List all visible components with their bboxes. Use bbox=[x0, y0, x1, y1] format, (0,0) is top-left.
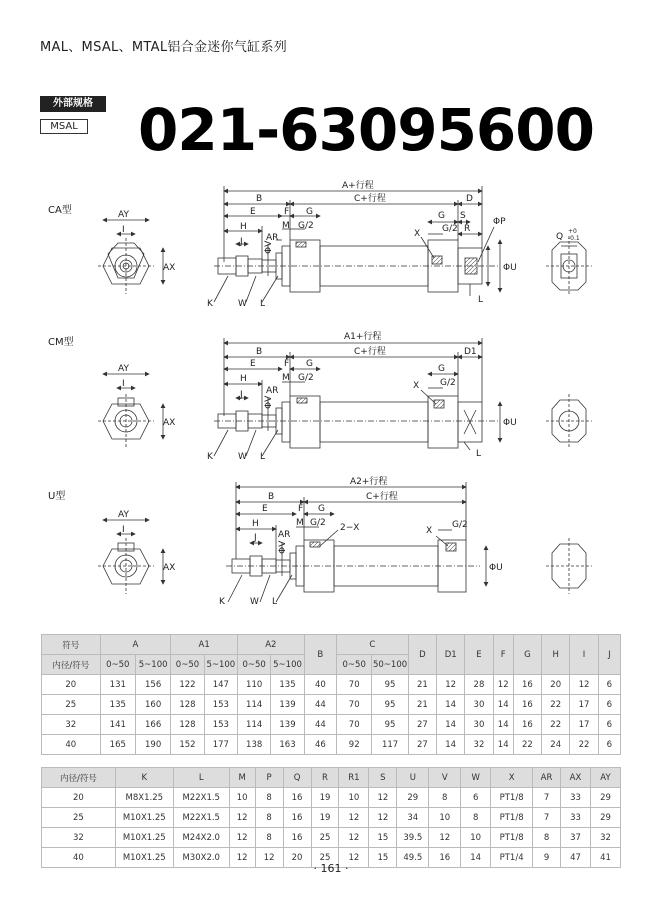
table-cell: 10 bbox=[229, 788, 255, 808]
table1-h-c: C bbox=[337, 635, 409, 655]
dim-u-ax: AX bbox=[163, 563, 176, 573]
table-cell: 16 bbox=[513, 675, 541, 695]
dim-ca-l: L bbox=[260, 299, 266, 309]
dim-cm-ax: AX bbox=[163, 418, 176, 428]
dim-u-j: J bbox=[254, 533, 257, 543]
table-cell: PT1/8 bbox=[491, 828, 533, 848]
table-cell: 8 bbox=[429, 788, 461, 808]
table-cell: 139 bbox=[271, 695, 304, 715]
table-cell: 6 bbox=[598, 675, 620, 695]
table-cell: 12 bbox=[229, 808, 255, 828]
dim-cm-k: K bbox=[207, 452, 213, 462]
dim-u-m: M bbox=[296, 518, 304, 528]
dim-ca-s: S bbox=[460, 211, 466, 221]
dim-cm-g2: G/2 bbox=[298, 373, 314, 383]
table-cell: 114 bbox=[238, 695, 271, 715]
table-cell: PT1/8 bbox=[491, 788, 533, 808]
table-cell: 16 bbox=[283, 828, 311, 848]
dim-cm-b: B bbox=[256, 347, 263, 357]
table-cell: 44 bbox=[304, 715, 336, 735]
dim-cm-l2: L bbox=[476, 449, 482, 459]
dim-ca-m: M bbox=[282, 221, 290, 231]
table-cell: 41 bbox=[590, 848, 620, 868]
dim-ca-g-right: G bbox=[438, 211, 445, 221]
table-cell: 6 bbox=[598, 695, 620, 715]
table-cell: 29 bbox=[397, 788, 429, 808]
table-row bbox=[42, 715, 621, 735]
dim-u-l: L bbox=[272, 597, 278, 607]
table-cell: 14 bbox=[461, 848, 491, 868]
dim-cm-d1: D1 bbox=[464, 347, 477, 357]
table2-header: R1 bbox=[339, 768, 369, 788]
table-row bbox=[42, 808, 621, 828]
table-cell-bore: 32 bbox=[42, 828, 116, 848]
cm-end-view bbox=[546, 394, 592, 448]
dim-ca-x: X bbox=[414, 229, 421, 239]
table1-sub: 0~50 bbox=[171, 655, 204, 675]
table-cell: 24 bbox=[542, 735, 570, 755]
table1-h-j: J bbox=[598, 635, 620, 675]
table-row bbox=[42, 735, 621, 755]
table-cell: M22X1.5 bbox=[173, 788, 229, 808]
table-cell: 131 bbox=[100, 675, 135, 695]
table-cell: 6 bbox=[598, 735, 620, 755]
table-cell: 46 bbox=[304, 735, 336, 755]
dim-cm-h: H bbox=[240, 374, 247, 384]
table-cell: 10 bbox=[461, 828, 491, 848]
table-cell: 22 bbox=[513, 735, 541, 755]
table1-h-d1: D1 bbox=[437, 635, 465, 675]
table-cell: 70 bbox=[337, 715, 372, 735]
table1-sub: 5~100 bbox=[271, 655, 304, 675]
dim-u-i: I bbox=[122, 525, 125, 535]
table-cell: 138 bbox=[238, 735, 271, 755]
dim-ca-l2: L bbox=[478, 295, 484, 305]
table-cell: 12 bbox=[229, 848, 255, 868]
table-cell: 153 bbox=[204, 695, 237, 715]
table-cell: 28 bbox=[465, 675, 493, 695]
dim-u-f: F bbox=[298, 504, 304, 514]
dim-u-e: E bbox=[262, 504, 268, 514]
dim-cm-ar: AR bbox=[266, 386, 279, 396]
table1-h-d: D bbox=[408, 635, 436, 675]
u-end-view bbox=[546, 538, 592, 594]
dim-u-g2: G/2 bbox=[310, 518, 326, 528]
table2-header: Q bbox=[283, 768, 311, 788]
dim-cm-a1: A1+行程 bbox=[344, 332, 382, 342]
dim-u-ar: AR bbox=[278, 530, 291, 540]
table-cell: 19 bbox=[311, 788, 339, 808]
table-cell: 27 bbox=[408, 715, 436, 735]
table-cell: 6 bbox=[461, 788, 491, 808]
table-cell-bore: 32 bbox=[42, 715, 101, 735]
table-cell-bore: 20 bbox=[42, 788, 116, 808]
table-cell: 8 bbox=[255, 808, 283, 828]
dim-ca-phi-v: ΦV bbox=[264, 240, 274, 254]
table-cell: M10X1.25 bbox=[115, 848, 173, 868]
table1-sub: 50~100 bbox=[372, 655, 408, 675]
table-cell: 37 bbox=[561, 828, 591, 848]
table2-header: V bbox=[429, 768, 461, 788]
dim-u-phi-v: ΦV bbox=[278, 540, 288, 554]
table-cell: M22X1.5 bbox=[173, 808, 229, 828]
dim-cm-j: J bbox=[240, 390, 243, 400]
table-cell: 34 bbox=[397, 808, 429, 828]
table-cell: 22 bbox=[570, 735, 598, 755]
table2-header: W bbox=[461, 768, 491, 788]
table-cell: 20 bbox=[542, 675, 570, 695]
table2-header: S bbox=[369, 768, 397, 788]
dim-cm-m: M bbox=[282, 373, 290, 383]
table-cell: 22 bbox=[542, 695, 570, 715]
table2-header: 内径/符号 bbox=[42, 768, 116, 788]
table-row bbox=[42, 695, 621, 715]
table-cell: 177 bbox=[204, 735, 237, 755]
dim-ca-f: F bbox=[284, 207, 290, 217]
table-cell: 15 bbox=[369, 828, 397, 848]
table-cell: 135 bbox=[271, 675, 304, 695]
table-cell: 128 bbox=[171, 695, 204, 715]
dim-cm-i: I bbox=[122, 379, 125, 389]
dim-u-a2: A2+行程 bbox=[350, 477, 388, 487]
table-cell: 29 bbox=[590, 788, 620, 808]
table-cell: 141 bbox=[100, 715, 135, 735]
dim-ca-j: J bbox=[240, 237, 243, 247]
table-cell: 17 bbox=[570, 695, 598, 715]
table-cell: 10 bbox=[339, 788, 369, 808]
table-cell: 14 bbox=[493, 735, 513, 755]
dim-u-phi-u: ΦU bbox=[489, 563, 503, 573]
table-cell: 12 bbox=[493, 675, 513, 695]
table-cell: 12 bbox=[255, 848, 283, 868]
dim-ca-w: W bbox=[238, 299, 247, 309]
model-badge: MSAL bbox=[40, 119, 88, 134]
dim-ca-tol-up: +0 bbox=[568, 228, 577, 235]
dim-ca-g2: G/2 bbox=[298, 221, 314, 231]
table2-header: K bbox=[115, 768, 173, 788]
dim-cm-g-right: G bbox=[438, 364, 445, 374]
page-title: MAL、MSAL、MTAL铝合金迷你气缸系列 bbox=[40, 40, 288, 55]
table-cell: 12 bbox=[437, 675, 465, 695]
dim-ca-g: G bbox=[306, 207, 313, 217]
phone-number: 021-63095600 bbox=[138, 96, 594, 164]
table1-h-f: F bbox=[493, 635, 513, 675]
section-label-u: U型 bbox=[48, 491, 66, 502]
table-cell: 33 bbox=[561, 808, 591, 828]
table-cell: 21 bbox=[408, 695, 436, 715]
table-cell: 135 bbox=[100, 695, 135, 715]
table1-h-i: I bbox=[570, 635, 598, 675]
table-cell: 20 bbox=[283, 848, 311, 868]
dim-ca-phi-p: ΦP bbox=[493, 217, 506, 227]
table-cell: 25 bbox=[311, 828, 339, 848]
dim-ca-d: D bbox=[466, 194, 473, 204]
table-cell: 92 bbox=[337, 735, 372, 755]
table-cell: 12 bbox=[429, 828, 461, 848]
table-cell: 12 bbox=[369, 808, 397, 828]
dim-ca-a: A+行程 bbox=[342, 181, 374, 191]
dim-ca-g2-right: G/2 bbox=[442, 224, 458, 234]
u-front-view bbox=[98, 520, 163, 594]
dim-ca-b: B bbox=[256, 194, 263, 204]
table-cell: 19 bbox=[311, 808, 339, 828]
dim-ca-q: Q bbox=[556, 232, 564, 242]
table-cell: 14 bbox=[493, 695, 513, 715]
dim-cm-phi-v: ΦV bbox=[264, 395, 274, 409]
dim-ca-ay: AY bbox=[118, 210, 129, 220]
table-cell: 114 bbox=[238, 715, 271, 735]
table1-h-b: B bbox=[304, 635, 336, 675]
table-cell: 30 bbox=[465, 715, 493, 735]
table2-header: P bbox=[255, 768, 283, 788]
table-cell: 8 bbox=[533, 828, 561, 848]
table-cell: 47 bbox=[561, 848, 591, 868]
table1-h-h: H bbox=[542, 635, 570, 675]
table-cell: 147 bbox=[204, 675, 237, 695]
cm-front-view bbox=[98, 374, 163, 448]
table-cell: 40 bbox=[304, 675, 336, 695]
table-cell: 95 bbox=[372, 695, 408, 715]
table-cell: 12 bbox=[339, 848, 369, 868]
table2-header: X bbox=[491, 768, 533, 788]
table2-header: AX bbox=[561, 768, 591, 788]
table-cell: 30 bbox=[465, 695, 493, 715]
dim-u-w: W bbox=[250, 597, 259, 607]
table-cell: 153 bbox=[204, 715, 237, 735]
table-cell: M10X1.25 bbox=[115, 808, 173, 828]
table-cell-bore: 40 bbox=[42, 848, 116, 868]
table-cell: 7 bbox=[533, 808, 561, 828]
table-cell: 9 bbox=[533, 848, 561, 868]
table-cell: 22 bbox=[542, 715, 570, 735]
dim-cm-phi-u: ΦU bbox=[503, 418, 517, 428]
table-cell: 25 bbox=[311, 848, 339, 868]
table-cell: 156 bbox=[135, 675, 170, 695]
table-cell: PT1/8 bbox=[491, 808, 533, 828]
table-cell: 14 bbox=[437, 715, 465, 735]
dim-ca-ar: AR bbox=[266, 233, 279, 243]
table2-header: L bbox=[173, 768, 229, 788]
table-cell: 14 bbox=[437, 695, 465, 715]
table-cell: 16 bbox=[513, 715, 541, 735]
table-cell: 15 bbox=[369, 848, 397, 868]
table-cell: 8 bbox=[461, 808, 491, 828]
dim-cm-g2-right: G/2 bbox=[440, 378, 456, 388]
table-cell: 16 bbox=[513, 695, 541, 715]
table-cell: M30X2.0 bbox=[173, 848, 229, 868]
table-row bbox=[42, 828, 621, 848]
spec-table-2 bbox=[41, 767, 621, 868]
dim-cm-e: E bbox=[250, 359, 256, 369]
dim-cm-x: X bbox=[413, 381, 420, 391]
spec-table-1 bbox=[41, 634, 621, 755]
dim-cm-c: C+行程 bbox=[354, 347, 386, 357]
table-cell: 117 bbox=[372, 735, 408, 755]
table1-sub: 0~50 bbox=[337, 655, 372, 675]
table-cell: 12 bbox=[339, 828, 369, 848]
table-cell: M10X1.25 bbox=[115, 828, 173, 848]
table-cell: 16 bbox=[283, 808, 311, 828]
table1-h-a: A bbox=[100, 635, 171, 655]
table-cell: 165 bbox=[100, 735, 135, 755]
dim-ca-r: R bbox=[464, 224, 471, 234]
table-cell-bore: 25 bbox=[42, 808, 116, 828]
table-cell: 139 bbox=[271, 715, 304, 735]
table-cell: 12 bbox=[369, 788, 397, 808]
table1-h-g: G bbox=[513, 635, 541, 675]
dim-u-g2-right: G/2 bbox=[452, 520, 468, 530]
table-cell: 16 bbox=[429, 848, 461, 868]
table1-sub: 0~50 bbox=[100, 655, 135, 675]
table-cell: 10 bbox=[429, 808, 461, 828]
table-cell: 29 bbox=[590, 808, 620, 828]
dim-cm-f: F bbox=[284, 359, 290, 369]
ca-end-view bbox=[546, 236, 592, 296]
table-cell: PT1/4 bbox=[491, 848, 533, 868]
table-cell: 163 bbox=[271, 735, 304, 755]
table-cell: 70 bbox=[337, 675, 372, 695]
table-cell: 12 bbox=[339, 808, 369, 828]
table-cell-bore: 40 bbox=[42, 735, 101, 755]
dim-u-ay: AY bbox=[118, 510, 129, 520]
table-cell: 8 bbox=[255, 788, 283, 808]
table-cell: 27 bbox=[408, 735, 436, 755]
table-cell: 12 bbox=[229, 828, 255, 848]
table-cell: 12 bbox=[570, 675, 598, 695]
table-cell: 44 bbox=[304, 695, 336, 715]
dim-ca-e: E bbox=[250, 207, 256, 217]
dim-u-x: X bbox=[426, 526, 433, 536]
table-cell-bore: 25 bbox=[42, 695, 101, 715]
u-side-view bbox=[226, 482, 486, 602]
dim-cm-l: L bbox=[260, 452, 266, 462]
table1-h-bore: 内径/符号 bbox=[42, 655, 101, 675]
table1-h-sym: 符号 bbox=[42, 635, 101, 655]
section-label-ca: CA型 bbox=[48, 205, 72, 216]
table-cell: 190 bbox=[135, 735, 170, 755]
table-cell: 39.5 bbox=[397, 828, 429, 848]
table-row bbox=[42, 675, 621, 695]
page-number: · 161 · bbox=[313, 862, 349, 875]
dim-ca-tol-lo: -0.1 bbox=[568, 235, 580, 242]
table-cell-bore: 20 bbox=[42, 675, 101, 695]
dim-ca-ax: AX bbox=[163, 263, 176, 273]
dim-cm-ay: AY bbox=[118, 364, 129, 374]
table-cell: 14 bbox=[437, 735, 465, 755]
dim-u-g: G bbox=[318, 504, 325, 514]
dim-u-c: C+行程 bbox=[366, 492, 398, 502]
dim-ca-k: K bbox=[207, 299, 213, 309]
table-cell: 6 bbox=[598, 715, 620, 735]
dim-u-x2: 2−X bbox=[340, 523, 360, 533]
dim-ca-i: I bbox=[122, 225, 125, 235]
dim-ca-h: H bbox=[240, 222, 247, 232]
ca-front-view bbox=[98, 220, 163, 294]
table-cell: M24X2.0 bbox=[173, 828, 229, 848]
dim-u-b: B bbox=[268, 492, 275, 502]
table-cell: 95 bbox=[372, 715, 408, 735]
table-cell: 95 bbox=[372, 675, 408, 695]
table1-h-a1: A1 bbox=[171, 635, 238, 655]
table-cell: 110 bbox=[238, 675, 271, 695]
table-cell: 14 bbox=[493, 715, 513, 735]
table1-sub: 0~50 bbox=[238, 655, 271, 675]
dim-u-h: H bbox=[252, 519, 259, 529]
table1-sub: 5~100 bbox=[135, 655, 170, 675]
table-cell: 32 bbox=[465, 735, 493, 755]
table-cell: 8 bbox=[255, 828, 283, 848]
table1-sub: 5~100 bbox=[204, 655, 237, 675]
table-cell: 166 bbox=[135, 715, 170, 735]
table2-header: M bbox=[229, 768, 255, 788]
section-badge: 外部规格 bbox=[40, 96, 106, 112]
table-cell: 70 bbox=[337, 695, 372, 715]
table-cell: 49.5 bbox=[397, 848, 429, 868]
table1-h-e: E bbox=[465, 635, 493, 675]
table-cell: M8X1.25 bbox=[115, 788, 173, 808]
table-cell: 152 bbox=[171, 735, 204, 755]
table-row bbox=[42, 788, 621, 808]
dim-cm-g: G bbox=[306, 359, 313, 369]
dim-ca-phi-u: ΦU bbox=[503, 263, 517, 273]
dim-u-k: K bbox=[219, 597, 225, 607]
table-cell: 33 bbox=[561, 788, 591, 808]
dim-ca-c: C+行程 bbox=[354, 194, 386, 204]
table-cell: 7 bbox=[533, 788, 561, 808]
dim-cm-w: W bbox=[238, 452, 247, 462]
table-cell: 17 bbox=[570, 715, 598, 735]
table-cell: 32 bbox=[590, 828, 620, 848]
table-cell: 160 bbox=[135, 695, 170, 715]
table2-header: R bbox=[311, 768, 339, 788]
table1-h-a2: A2 bbox=[238, 635, 305, 655]
table-cell: 21 bbox=[408, 675, 436, 695]
table-cell: 16 bbox=[283, 788, 311, 808]
table2-header: AR bbox=[533, 768, 561, 788]
table-cell: 122 bbox=[171, 675, 204, 695]
table2-header: U bbox=[397, 768, 429, 788]
table-cell: 128 bbox=[171, 715, 204, 735]
section-label-cm: CM型 bbox=[48, 337, 74, 348]
table2-header: AY bbox=[590, 768, 620, 788]
